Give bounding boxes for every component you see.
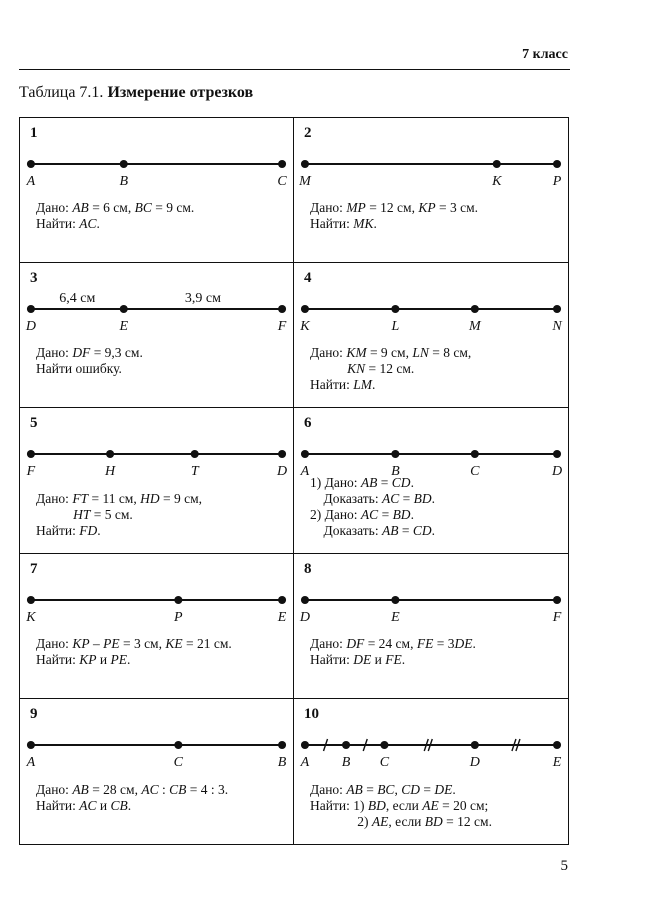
point-e bbox=[553, 741, 561, 749]
point-label: D bbox=[299, 609, 311, 625]
point-e bbox=[391, 596, 399, 604]
exercise-number: 10 bbox=[304, 705, 319, 722]
point-k bbox=[301, 305, 309, 313]
point-k bbox=[493, 160, 501, 168]
point-b bbox=[278, 741, 286, 749]
point-d bbox=[278, 450, 286, 458]
exercise-number: 5 bbox=[30, 415, 38, 432]
point-label: A bbox=[300, 754, 310, 770]
point-label: D bbox=[551, 464, 563, 480]
segment-figure bbox=[20, 291, 293, 337]
point-label: C bbox=[277, 174, 287, 189]
exercise-cell bbox=[20, 263, 294, 408]
exercise-text: Дано: DF = 24 см, FE = 3DE. Найти: DE и FE. bbox=[310, 635, 476, 667]
point-t bbox=[191, 450, 199, 458]
segment-figure bbox=[294, 582, 568, 628]
point-label: E bbox=[552, 754, 562, 770]
exercise-cell bbox=[294, 554, 568, 699]
point-l bbox=[391, 305, 399, 313]
exercise-number: 3 bbox=[30, 270, 38, 287]
point-k bbox=[27, 596, 35, 604]
segment-figure bbox=[20, 582, 293, 628]
exercise-text: Дано: AB = BC, CD = DE. Найти: 1) BD, если AE = 20 см; 2) AE, если BD = 12 см. bbox=[310, 781, 492, 829]
exercise-cell bbox=[20, 118, 294, 263]
point-b bbox=[342, 741, 350, 749]
exercise-cell bbox=[294, 699, 568, 844]
point-label: H bbox=[105, 464, 116, 480]
exercise-text: Дано: KP – PE = 3 см, KE = 21 см. Найти: KP и PE. bbox=[36, 635, 232, 667]
point-label: K bbox=[300, 319, 310, 335]
segment-figure bbox=[20, 146, 293, 192]
segment-figure bbox=[294, 291, 568, 337]
exercise-cell bbox=[20, 554, 294, 699]
grade-label: 7 класс bbox=[522, 47, 568, 62]
segment-figure bbox=[294, 146, 568, 192]
exercise-table bbox=[19, 117, 569, 845]
point-label: K bbox=[492, 174, 502, 189]
exercise-number: 2 bbox=[304, 125, 312, 141]
point-c bbox=[471, 450, 479, 458]
point-label: B bbox=[341, 754, 351, 770]
exercise-number: 4 bbox=[304, 270, 312, 287]
point-label: E bbox=[277, 609, 287, 625]
point-label: A bbox=[26, 754, 36, 770]
point-m bbox=[301, 160, 309, 168]
exercise-cell bbox=[294, 263, 568, 408]
point-f bbox=[278, 305, 286, 313]
point-label: E bbox=[119, 319, 129, 335]
point-m bbox=[471, 305, 479, 313]
point-label: A bbox=[300, 464, 310, 480]
caption-prefix: Таблица 7.1. bbox=[19, 84, 104, 101]
point-f bbox=[553, 596, 561, 604]
exercise-number: 9 bbox=[30, 705, 38, 722]
point-e bbox=[278, 596, 286, 604]
point-label: B bbox=[391, 464, 400, 480]
point-e bbox=[120, 305, 128, 313]
exercise-text: Дано: KM = 9 см, LN = 8 см, KN = 12 см. Найти: LM. bbox=[310, 345, 472, 393]
point-h bbox=[106, 450, 114, 458]
point-a bbox=[301, 741, 309, 749]
point-label: B bbox=[119, 174, 129, 189]
exercise-cell bbox=[294, 118, 568, 263]
exercise-number: 8 bbox=[304, 560, 312, 577]
exercise-cell bbox=[294, 408, 568, 553]
point-label: P bbox=[552, 174, 562, 189]
point-c bbox=[278, 160, 286, 168]
point-b bbox=[391, 450, 399, 458]
point-p bbox=[174, 596, 182, 604]
point-label: F bbox=[26, 464, 36, 480]
point-label: E bbox=[391, 609, 400, 625]
segment-figure bbox=[294, 727, 568, 773]
point-label: A bbox=[26, 174, 36, 189]
point-c bbox=[174, 741, 182, 749]
point-d bbox=[471, 741, 479, 749]
exercise-cell bbox=[20, 408, 294, 553]
point-c bbox=[380, 741, 388, 749]
page-number: 5 bbox=[560, 858, 568, 874]
point-label: F bbox=[277, 319, 287, 335]
table-caption bbox=[19, 84, 253, 102]
point-label: B bbox=[277, 754, 287, 770]
segment-length-label: 6,4 см bbox=[59, 291, 96, 307]
point-p bbox=[553, 160, 561, 168]
point-label: D bbox=[469, 754, 480, 770]
exercise-text: Дано: AB = 6 см, BC = 9 см. Найти: AC. bbox=[36, 200, 195, 232]
point-label: D bbox=[277, 464, 288, 480]
exercise-text: Дано: MP = 12 см, KP = 3 см. Найти: MK. bbox=[310, 200, 479, 232]
point-d bbox=[553, 450, 561, 458]
exercise-number: 1 bbox=[30, 125, 38, 141]
point-label: L bbox=[391, 319, 400, 335]
point-d bbox=[27, 305, 35, 313]
point-label: M bbox=[299, 174, 311, 189]
exercise-number: 6 bbox=[304, 415, 312, 432]
exercise-text: 1) Дано: AB = CD. Доказать: AC = BD. 2) Дано: AC = BD. Доказать: AB = CD. bbox=[310, 474, 435, 538]
exercise-cell bbox=[20, 699, 294, 844]
point-label: P bbox=[174, 609, 183, 625]
point-label: K bbox=[26, 609, 36, 625]
point-b bbox=[120, 160, 128, 168]
exercise-text: Дано: FT = 11 см, HD = 9 см, HT = 5 см. Найти: FD. bbox=[36, 490, 203, 538]
exercise-text: Дано: AB = 28 см, AC : CB = 4 : 3. Найти: AC и CB. bbox=[36, 781, 229, 813]
point-n bbox=[553, 305, 561, 313]
segment-figure bbox=[20, 727, 293, 773]
point-label: N bbox=[552, 319, 562, 335]
segment-figure bbox=[20, 436, 293, 482]
point-label: C bbox=[470, 464, 480, 480]
point-label: D bbox=[25, 319, 36, 335]
point-a bbox=[27, 160, 35, 168]
caption-title: Измерение отрезков bbox=[107, 84, 254, 101]
segment-length-label: 3,9 см bbox=[184, 291, 221, 307]
point-a bbox=[301, 450, 309, 458]
point-d bbox=[301, 596, 309, 604]
point-f bbox=[27, 450, 35, 458]
point-label: C bbox=[173, 754, 184, 770]
exercise-text: Дано: DF = 9,3 см. Найти ошибку. bbox=[36, 345, 143, 377]
point-label: C bbox=[379, 754, 390, 770]
header-rule bbox=[19, 69, 570, 70]
point-a bbox=[27, 741, 35, 749]
exercise-number: 7 bbox=[30, 560, 38, 577]
point-label: M bbox=[468, 319, 481, 335]
point-label: F bbox=[552, 609, 562, 625]
point-label: T bbox=[190, 464, 199, 480]
